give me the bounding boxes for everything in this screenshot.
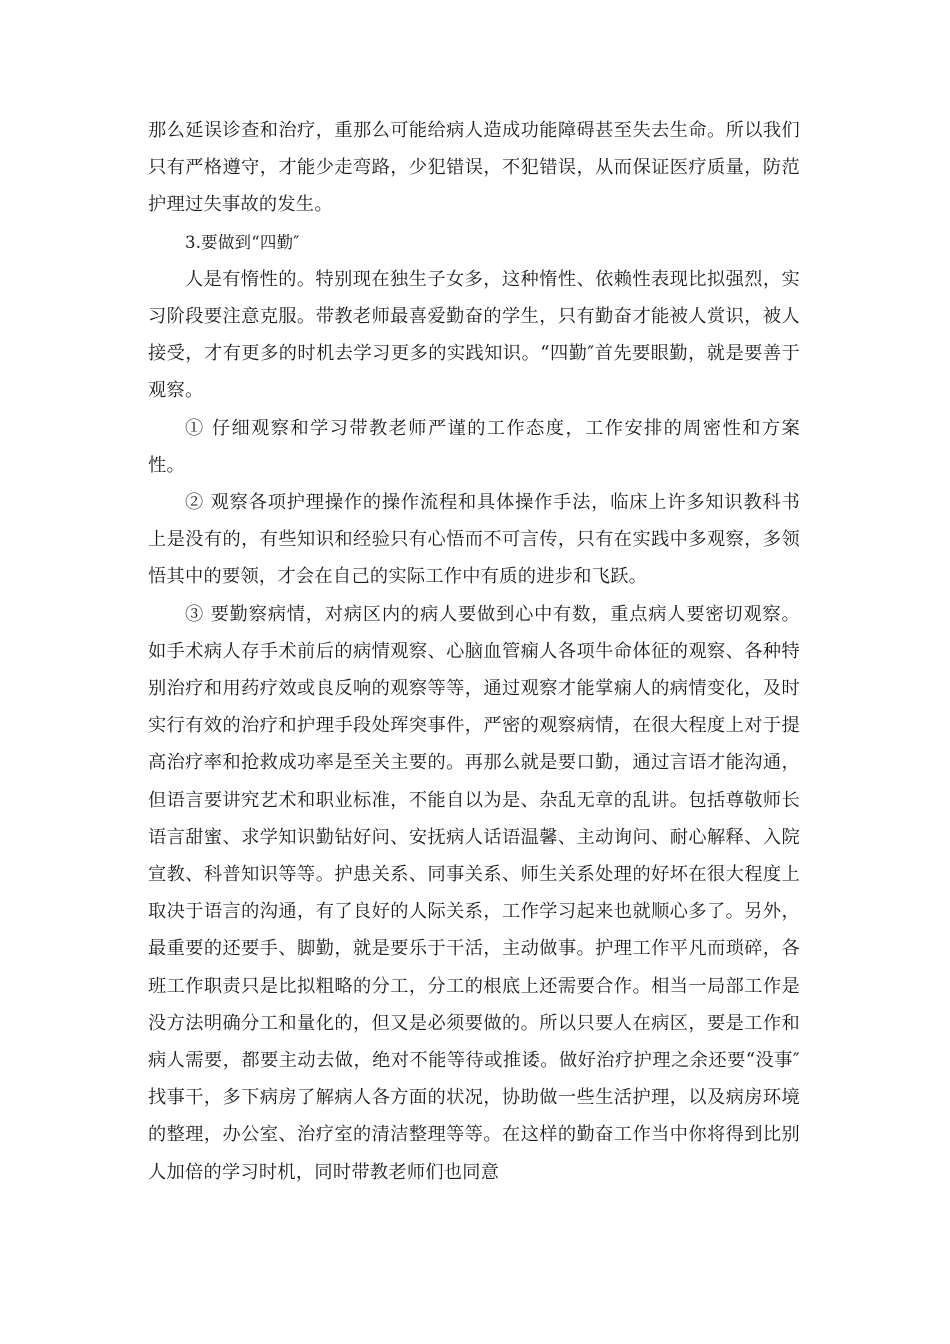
paragraph-continuation: 那么延误诊查和治疗，重那么可能给病人造成功能障碍甚至失去生命。所以我们只有严格遵守，才能少走弯路，少犯错误，不犯错误，从而保证医疗质量，防范护理过失事故的发生。 — [148, 120, 800, 216]
paragraph-laziness: 人是有惰性的。特别现在独生子女多，这种惰性、依赖性表现比拟强烈，实习阶段要注意克服。带教老师最喜爱勤奋的学生，只有勤奋才能被人赏识，被人接受，才有更多的时机去学习更多的实践知识。“四勤″首先要眼勤，就是要善于观察。 — [148, 268, 800, 402]
section-heading-four-diligences: 3.要做到“四勤″ — [185, 232, 300, 252]
list-item-3: ③ 要勤察病情，对病区内的病人要做到心中有数，重点病人要密切观察。如手术病人存手术前后的病情观察、心脑血管痫人各项牛命体征的观察、各种特别治疗和用药疗效或良反响的观察等等，通过观察才能掌痫人的病情变化，及时实行有效的治疗和护理手段处珲突事件，严密的观察病情，在很大程度上对于提高治疗率和抢救成功率是至关主要的。再那么就是要口勤，通过言语才能沟通，但语言要讲究艺术和职业标准，不能自以为是、杂乱无章的乱讲。包括尊敬师长语言甜蜜、求学知识勤钻好问、安抚病人话语温馨、主动询问、耐心解释、入院宣教、科普知识等等。护患关系、同事关系、师生关系处理的好坏在很大程度上取决于语言的沟通，有了良好的人际关系，工作学习起来也就顺心多了。另外，最重要的还要手、脚勤，就是要乐于干活，主动做事。护理工作平凡而琐碎，各班工作职责只是比拟粗略的分工，分工的根底上还需要合作。相当一局部工作是没方法明确分工和量化的，但又是必须要做的。所以只要人在病区，要是工作和病人需要，都要主动去做，绝对不能等待或推诿。做好治疗护理之余还要“没事″找事干，多下病房了解病人各方面的状况，协助做一些生活护理，以及病房环境的整理，办公室、治疗室的清洁整理等等。在这样的勤奋工作当中你将得到比别人加倍的学习时机，同时带教老师们也同意 — [148, 603, 800, 1183]
document-page — [148, 112, 800, 1191]
list-item-1: ① 仔细观察和学习带教老师严谨的工作态度，工作安排的周密性和方案性。 — [148, 417, 800, 476]
list-item-2: ② 观察各项护理操作的操作流程和具体操作手法，临床上许多知识教科书上是没有的，有些知识和经验只有心悟而不可言传，只有在实践中多观察，多领悟其中的要领，才会在自己的实际工作中有质的进步和飞跃。 — [148, 492, 800, 588]
